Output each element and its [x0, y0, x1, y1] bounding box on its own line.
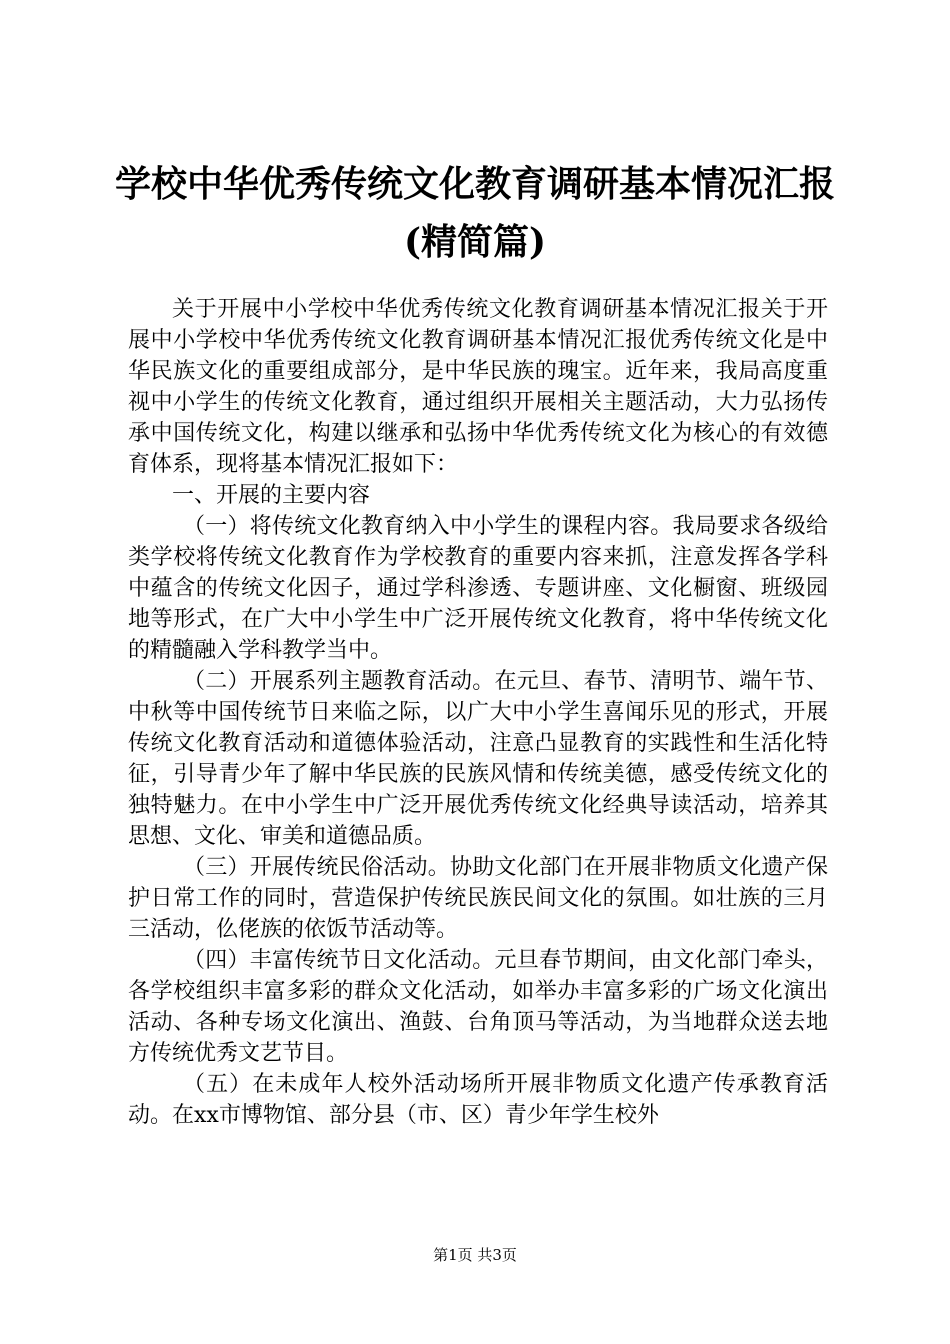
item-paragraph-2: （二）开展系列主题教育活动。在元旦、春节、清明节、端午节、中秋等中国传统节日来临之际，以广大中小学生喜闻乐见的形式，开展传统文化教育活动和道德体验活动，注意凸显教育的实践性和生活化特征，引导青少年了解中华民族的民族风情和传统美德，感受传统文化的独特魅力。在中小学生中广泛开展优秀传统文化经典导读活动，培养其思想、文化、审美和道德品质。 — [128, 669, 828, 849]
item-paragraph-4: （四）丰富传统节日文化活动。元旦春节期间，由文化部门牵头，各学校组织丰富多彩的群众文化活动，如举办丰富多彩的广场文化演出活动、各种专场文化演出、渔鼓、台角顶马等活动，为当地群众送去地方传统优秀文艺节目。 — [128, 948, 828, 1066]
item-paragraph-3: （三）开展传统民俗活动。协助文化部门在开展非物质文化遗产保护日常工作的同时，营造保护传统民族民间文化的氛围。如壮族的三月三活动，仫佬族的依饭节活动等。 — [128, 855, 828, 942]
document-subtitle: (精简篇) — [403, 221, 547, 263]
document-body — [128, 294, 828, 1131]
item-paragraph-5: （五）在未成年人校外活动场所开展非物质文化遗产传承教育活动。在xx市博物馆、部分县（市、区）青少年学生校外 — [128, 1072, 828, 1128]
document-title: 学校中华优秀传统文化教育调研基本情况汇报 — [114, 163, 835, 205]
intro-paragraph: 关于开展中小学校中华优秀传统文化教育调研基本情况汇报关于开展中小学校中华优秀传统文化教育调研基本情况汇报优秀传统文化是中华民族文化的重要组成部分，是中华民族的瑰宝。近年来，我局高度重视中小学生的传统文化教育，通过组织开展相关主题活动，大力弘扬传承中国传统文化，构建以继承和弘扬中华优秀传统文化为核心的有效德育体系，现将基本情况汇报如下： — [128, 297, 828, 477]
item-paragraph-1: （一）将传统文化教育纳入中小学生的课程内容。我局要求各级给类学校将传统文化教育作为学校教育的重要内容来抓，注意发挥各学科中蕴含的传统文化因子，通过学科渗透、专题讲座、文化橱窗、班级园地等形式，在广大中小学生中广泛开展传统文化教育，将中华传统文化的精髓融入学科教学当中。 — [128, 514, 828, 663]
section-heading: 一、开展的主要内容 — [172, 483, 371, 508]
page-footer: 第1页 共3页 — [433, 1246, 517, 1264]
